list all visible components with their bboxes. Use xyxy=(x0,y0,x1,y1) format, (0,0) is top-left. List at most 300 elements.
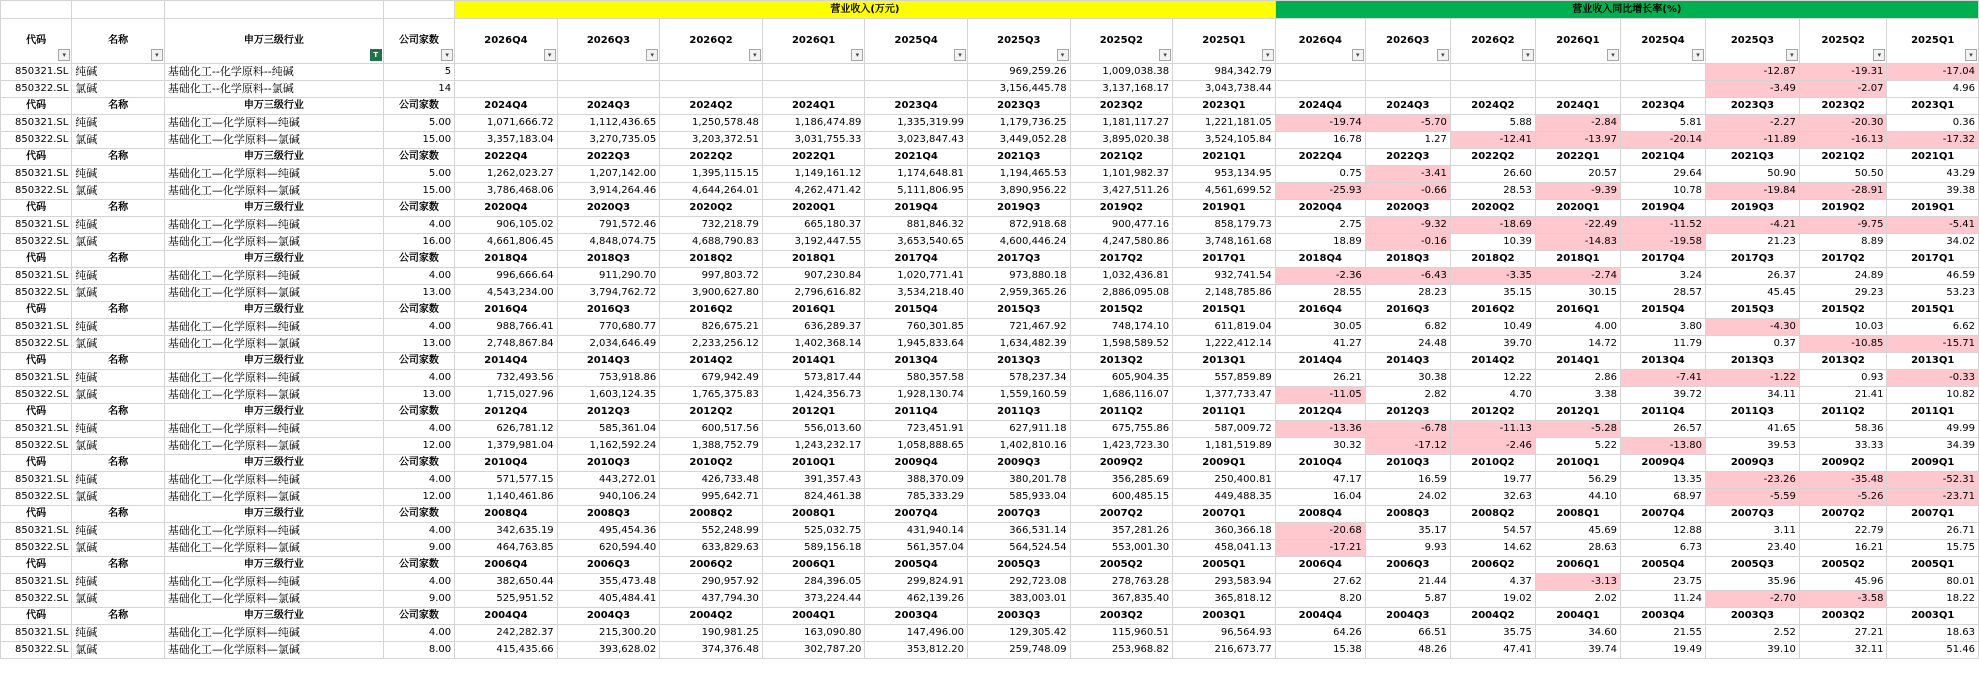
growth-cell[interactable]: 21.23 xyxy=(1706,234,1800,251)
filter-dropdown-icon[interactable]: ▾ xyxy=(1965,49,1977,61)
growth-cell[interactable]: -12.41 xyxy=(1450,132,1535,149)
growth-cell[interactable]: 39.10 xyxy=(1706,642,1800,659)
code-cell[interactable]: 850322.SL xyxy=(1,540,72,557)
growth-cell[interactable]: 50.90 xyxy=(1706,166,1800,183)
revenue-cell[interactable]: 342,635.19 xyxy=(455,523,558,540)
revenue-period-header[interactable] xyxy=(762,19,865,64)
revenue-period-cell[interactable]: 2017Q2 xyxy=(1070,251,1173,268)
header-cell-name[interactable]: 名称 xyxy=(72,302,165,319)
revenue-cell[interactable]: 600,517.56 xyxy=(660,421,763,438)
growth-cell[interactable]: -5.59 xyxy=(1706,489,1800,506)
name-cell[interactable]: 纯碱 xyxy=(72,115,165,132)
revenue-period-cell[interactable]: 2007Q1 xyxy=(1173,506,1276,523)
revenue-cell[interactable]: 3,043,738.44 xyxy=(1173,81,1276,98)
growth-period-cell[interactable]: 2006Q1 xyxy=(1535,557,1620,574)
growth-period-cell[interactable]: 2019Q3 xyxy=(1706,200,1800,217)
revenue-period-cell[interactable]: 2007Q3 xyxy=(967,506,1070,523)
growth-cell[interactable]: 4.37 xyxy=(1450,574,1535,591)
name-cell[interactable]: 纯碱 xyxy=(72,268,165,285)
growth-period-cell[interactable]: 2007Q3 xyxy=(1706,506,1800,523)
header-cell-name[interactable]: 名称 xyxy=(72,455,165,472)
growth-cell[interactable]: 32.63 xyxy=(1450,489,1535,506)
growth-period-cell[interactable]: 2012Q2 xyxy=(1450,404,1535,421)
revenue-cell[interactable]: 437,794.30 xyxy=(660,591,763,608)
growth-cell[interactable]: 50.50 xyxy=(1799,166,1887,183)
header-cell-name[interactable]: 名称 xyxy=(72,404,165,421)
name-cell[interactable]: 纯碱 xyxy=(72,217,165,234)
revenue-cell[interactable]: 383,003.01 xyxy=(967,591,1070,608)
revenue-cell[interactable]: 906,105.02 xyxy=(455,217,558,234)
revenue-cell[interactable]: 360,366.18 xyxy=(1173,523,1276,540)
growth-cell[interactable]: 54.57 xyxy=(1450,523,1535,540)
growth-cell[interactable]: 27.21 xyxy=(1799,625,1887,642)
name-cell[interactable]: 氯碱 xyxy=(72,132,165,149)
name-cell[interactable]: 氯碱 xyxy=(72,489,165,506)
revenue-cell[interactable]: 3,270,735.05 xyxy=(557,132,660,149)
revenue-cell[interactable]: 458,041.13 xyxy=(1173,540,1276,557)
revenue-period-header[interactable] xyxy=(455,19,558,64)
growth-period-cell[interactable]: 2024Q4 xyxy=(1275,98,1365,115)
growth-cell[interactable]: 66.51 xyxy=(1365,625,1450,642)
filter-dropdown-icon[interactable]: ▾ xyxy=(851,49,863,61)
revenue-cell[interactable]: 553,001.30 xyxy=(1070,540,1173,557)
revenue-period-cell[interactable]: 2021Q1 xyxy=(1173,149,1276,166)
column-header-name[interactable]: 名称 ▾ xyxy=(72,19,165,64)
revenue-cell[interactable]: 1,388,752.79 xyxy=(660,438,763,455)
growth-period-cell[interactable]: 2009Q4 xyxy=(1620,455,1705,472)
growth-cell[interactable]: 35.96 xyxy=(1706,574,1800,591)
growth-cell[interactable]: -5.28 xyxy=(1535,421,1620,438)
name-cell[interactable]: 氯碱 xyxy=(72,438,165,455)
header-cell-industry[interactable]: 申万三级行业 xyxy=(164,98,383,115)
revenue-cell[interactable]: 3,192,447.55 xyxy=(762,234,865,251)
growth-period-cell[interactable]: 2010Q2 xyxy=(1450,455,1535,472)
growth-period-cell[interactable]: 2003Q2 xyxy=(1799,608,1887,625)
industry-cell[interactable]: 基础化工—化学原料—纯碱 xyxy=(164,523,383,540)
revenue-period-cell[interactable]: 2021Q3 xyxy=(967,149,1070,166)
name-cell[interactable]: 纯碱 xyxy=(72,370,165,387)
revenue-cell[interactable]: 578,237.34 xyxy=(967,370,1070,387)
revenue-period-header[interactable] xyxy=(967,19,1070,64)
growth-period-cell[interactable]: 2022Q3 xyxy=(1365,149,1450,166)
growth-cell[interactable]: -35.48 xyxy=(1799,472,1887,489)
growth-period-cell[interactable]: 2011Q2 xyxy=(1799,404,1887,421)
header-cell-count[interactable]: 公司家数 xyxy=(383,506,454,523)
revenue-cell[interactable]: 636,289.37 xyxy=(762,319,865,336)
growth-cell[interactable]: 15.38 xyxy=(1275,642,1365,659)
industry-cell[interactable]: 基础化工—化学原料—纯碱 xyxy=(164,370,383,387)
header-cell-code[interactable]: 代码 xyxy=(1,98,72,115)
revenue-cell[interactable]: 552,248.99 xyxy=(660,523,763,540)
revenue-period-cell[interactable]: 2022Q2 xyxy=(660,149,763,166)
industry-cell[interactable]: 基础化工—化学原料—纯碱 xyxy=(164,472,383,489)
header-cell-count[interactable]: 公司家数 xyxy=(383,455,454,472)
growth-period-header[interactable] xyxy=(1620,19,1705,64)
industry-cell[interactable]: 基础化工—化学原料—氯碱 xyxy=(164,489,383,506)
revenue-cell[interactable]: 907,230.84 xyxy=(762,268,865,285)
growth-period-header[interactable] xyxy=(1799,19,1887,64)
revenue-period-header[interactable] xyxy=(660,19,763,64)
revenue-period-cell[interactable]: 2018Q3 xyxy=(557,251,660,268)
revenue-period-cell[interactable]: 2019Q1 xyxy=(1173,200,1276,217)
growth-cell[interactable]: -11.05 xyxy=(1275,387,1365,404)
revenue-period-cell[interactable]: 2023Q2 xyxy=(1070,98,1173,115)
growth-cell[interactable]: -20.30 xyxy=(1799,115,1887,132)
growth-cell[interactable]: 28.63 xyxy=(1535,540,1620,557)
revenue-cell[interactable]: 1,149,161.12 xyxy=(762,166,865,183)
growth-cell[interactable]: 56.29 xyxy=(1535,472,1620,489)
growth-cell[interactable]: -19.31 xyxy=(1799,64,1887,81)
growth-cell[interactable]: 48.26 xyxy=(1365,642,1450,659)
code-cell[interactable]: 850322.SL xyxy=(1,642,72,659)
revenue-cell[interactable]: 356,285.69 xyxy=(1070,472,1173,489)
growth-cell[interactable]: -9.75 xyxy=(1799,217,1887,234)
count-cell[interactable]: 4.00 xyxy=(383,268,454,285)
code-cell[interactable]: 850322.SL xyxy=(1,285,72,302)
revenue-cell[interactable]: 872,918.68 xyxy=(967,217,1070,234)
revenue-cell[interactable] xyxy=(557,81,660,98)
header-cell-code[interactable]: 代码 xyxy=(1,455,72,472)
revenue-cell[interactable]: 824,461.38 xyxy=(762,489,865,506)
revenue-cell[interactable]: 3,449,052.28 xyxy=(967,132,1070,149)
revenue-period-cell[interactable]: 2008Q3 xyxy=(557,506,660,523)
revenue-cell[interactable]: 3,524,105.84 xyxy=(1173,132,1276,149)
revenue-cell[interactable]: 299,824.91 xyxy=(865,574,968,591)
code-cell[interactable]: 850322.SL xyxy=(1,489,72,506)
growth-cell[interactable]: -11.52 xyxy=(1620,217,1705,234)
growth-cell[interactable]: 26.60 xyxy=(1450,166,1535,183)
count-cell[interactable]: 14 xyxy=(383,81,454,98)
revenue-cell[interactable]: 1,181,519.89 xyxy=(1173,438,1276,455)
growth-cell[interactable]: 5.88 xyxy=(1450,115,1535,132)
revenue-cell[interactable]: 382,650.44 xyxy=(455,574,558,591)
count-cell[interactable]: 16.00 xyxy=(383,234,454,251)
revenue-period-cell[interactable]: 2023Q4 xyxy=(865,98,968,115)
revenue-cell[interactable]: 4,262,471.42 xyxy=(762,183,865,200)
revenue-cell[interactable]: 3,203,372.51 xyxy=(660,132,763,149)
revenue-cell[interactable]: 564,524.54 xyxy=(967,540,1070,557)
industry-cell[interactable]: 基础化工—化学原料—纯碱 xyxy=(164,217,383,234)
growth-cell[interactable]: -23.26 xyxy=(1706,472,1800,489)
growth-cell[interactable]: 24.89 xyxy=(1799,268,1887,285)
revenue-period-cell[interactable]: 2013Q2 xyxy=(1070,353,1173,370)
revenue-cell[interactable] xyxy=(865,64,968,81)
growth-cell[interactable]: 53.23 xyxy=(1887,285,1979,302)
growth-period-cell[interactable]: 2014Q1 xyxy=(1535,353,1620,370)
growth-period-cell[interactable]: 2014Q4 xyxy=(1275,353,1365,370)
growth-period-cell[interactable]: 2015Q1 xyxy=(1887,302,1979,319)
header-cell-name[interactable]: 名称 xyxy=(72,251,165,268)
growth-cell[interactable]: 19.02 xyxy=(1450,591,1535,608)
header-cell-name[interactable]: 名称 xyxy=(72,98,165,115)
column-header-code[interactable]: 代码 ▾ xyxy=(1,19,72,64)
revenue-cell[interactable]: 1,423,723.30 xyxy=(1070,438,1173,455)
growth-cell[interactable]: 80.01 xyxy=(1887,574,1979,591)
revenue-cell[interactable]: 1,140,461.86 xyxy=(455,489,558,506)
revenue-cell[interactable]: 611,819.04 xyxy=(1173,319,1276,336)
filter-active-icon[interactable]: T xyxy=(370,49,382,61)
growth-cell[interactable]: -4.21 xyxy=(1706,217,1800,234)
industry-cell[interactable]: 基础化工—化学原料—氯碱 xyxy=(164,336,383,353)
revenue-cell[interactable]: 627,911.18 xyxy=(967,421,1070,438)
count-cell[interactable]: 5.00 xyxy=(383,166,454,183)
growth-period-cell[interactable]: 2024Q3 xyxy=(1365,98,1450,115)
growth-cell[interactable]: -15.71 xyxy=(1887,336,1979,353)
filter-dropdown-icon[interactable]: ▾ xyxy=(749,49,761,61)
revenue-period-cell[interactable]: 2008Q2 xyxy=(660,506,763,523)
growth-cell[interactable]: 4.70 xyxy=(1450,387,1535,404)
name-cell[interactable]: 氯碱 xyxy=(72,591,165,608)
revenue-cell[interactable]: 770,680.77 xyxy=(557,319,660,336)
growth-cell[interactable]: 45.96 xyxy=(1799,574,1887,591)
growth-period-cell[interactable]: 2023Q3 xyxy=(1706,98,1800,115)
growth-cell[interactable]: 24.02 xyxy=(1365,489,1450,506)
growth-cell[interactable]: 35.75 xyxy=(1450,625,1535,642)
revenue-cell[interactable]: 3,900,627.80 xyxy=(660,285,763,302)
growth-cell[interactable]: 39.70 xyxy=(1450,336,1535,353)
header-cell-code[interactable]: 代码 xyxy=(1,251,72,268)
revenue-cell[interactable]: 129,305.42 xyxy=(967,625,1070,642)
growth-cell[interactable]: -2.74 xyxy=(1535,268,1620,285)
growth-cell[interactable]: 28.23 xyxy=(1365,285,1450,302)
revenue-cell[interactable]: 302,787.20 xyxy=(762,642,865,659)
revenue-period-cell[interactable]: 2011Q3 xyxy=(967,404,1070,421)
growth-cell[interactable]: 39.53 xyxy=(1706,438,1800,455)
growth-period-cell[interactable]: 2011Q3 xyxy=(1706,404,1800,421)
code-cell[interactable]: 850321.SL xyxy=(1,268,72,285)
growth-period-cell[interactable]: 2011Q1 xyxy=(1887,404,1979,421)
revenue-cell[interactable]: 1,020,771.41 xyxy=(865,268,968,285)
column-header-count[interactable]: 公司家数 ▾ xyxy=(383,19,454,64)
count-cell[interactable]: 9.00 xyxy=(383,591,454,608)
growth-cell[interactable]: 3.11 xyxy=(1706,523,1800,540)
growth-cell[interactable]: 29.64 xyxy=(1620,166,1705,183)
header-cell-name[interactable]: 名称 xyxy=(72,608,165,625)
growth-cell[interactable]: -9.39 xyxy=(1535,183,1620,200)
growth-cell[interactable] xyxy=(1450,64,1535,81)
revenue-cell[interactable]: 388,370.09 xyxy=(865,472,968,489)
growth-cell[interactable]: 12.88 xyxy=(1620,523,1705,540)
revenue-period-cell[interactable]: 2006Q3 xyxy=(557,557,660,574)
growth-period-header[interactable] xyxy=(1275,19,1365,64)
revenue-cell[interactable]: 1,335,319.99 xyxy=(865,115,968,132)
growth-period-cell[interactable]: 2018Q1 xyxy=(1535,251,1620,268)
revenue-cell[interactable]: 748,174.10 xyxy=(1070,319,1173,336)
revenue-cell[interactable]: 443,272.01 xyxy=(557,472,660,489)
revenue-cell[interactable]: 374,376.48 xyxy=(660,642,763,659)
growth-cell[interactable]: 11.79 xyxy=(1620,336,1705,353)
code-cell[interactable]: 850322.SL xyxy=(1,234,72,251)
growth-cell[interactable]: -11.89 xyxy=(1706,132,1800,149)
revenue-cell[interactable]: 3,890,956.22 xyxy=(967,183,1070,200)
revenue-cell[interactable]: 3,427,511.26 xyxy=(1070,183,1173,200)
revenue-cell[interactable]: 1,765,375.83 xyxy=(660,387,763,404)
revenue-cell[interactable]: 589,156.18 xyxy=(762,540,865,557)
revenue-cell[interactable]: 996,666.64 xyxy=(455,268,558,285)
growth-cell[interactable]: -13.36 xyxy=(1275,421,1365,438)
growth-period-cell[interactable]: 2010Q3 xyxy=(1365,455,1450,472)
growth-cell[interactable]: -17.12 xyxy=(1365,438,1450,455)
filter-dropdown-icon[interactable]: ▾ xyxy=(1786,49,1798,61)
growth-cell[interactable]: -1.22 xyxy=(1706,370,1800,387)
empty-cell[interactable] xyxy=(1,1,72,19)
header-cell-code[interactable]: 代码 xyxy=(1,149,72,166)
growth-cell[interactable] xyxy=(1620,64,1705,81)
revenue-period-cell[interactable]: 2010Q4 xyxy=(455,455,558,472)
revenue-cell[interactable]: 449,488.35 xyxy=(1173,489,1276,506)
count-cell[interactable]: 9.00 xyxy=(383,540,454,557)
code-cell[interactable]: 850321.SL xyxy=(1,625,72,642)
growth-period-cell[interactable]: 2005Q2 xyxy=(1799,557,1887,574)
revenue-cell[interactable]: 1,101,982.37 xyxy=(1070,166,1173,183)
revenue-period-cell[interactable]: 2018Q2 xyxy=(660,251,763,268)
industry-cell[interactable]: 基础化工—化学原料—氯碱 xyxy=(164,234,383,251)
revenue-cell[interactable]: 3,534,218.40 xyxy=(865,285,968,302)
industry-cell[interactable]: 基础化工—化学原料—氯碱 xyxy=(164,285,383,302)
revenue-cell[interactable]: 1,032,436.81 xyxy=(1070,268,1173,285)
growth-cell[interactable] xyxy=(1365,64,1450,81)
revenue-cell[interactable]: 1,207,142.00 xyxy=(557,166,660,183)
growth-period-header[interactable] xyxy=(1535,19,1620,64)
revenue-cell[interactable]: 1,715,027.96 xyxy=(455,387,558,404)
code-cell[interactable]: 850321.SL xyxy=(1,64,72,81)
header-cell-industry[interactable]: 申万三级行业 xyxy=(164,149,383,166)
revenue-cell[interactable]: 495,454.36 xyxy=(557,523,660,540)
revenue-cell[interactable]: 1,221,181.05 xyxy=(1173,115,1276,132)
filter-dropdown-icon[interactable]: ▾ xyxy=(1352,49,1364,61)
growth-period-cell[interactable]: 2004Q1 xyxy=(1535,608,1620,625)
revenue-cell[interactable]: 462,139.26 xyxy=(865,591,968,608)
revenue-period-cell[interactable]: 2016Q3 xyxy=(557,302,660,319)
growth-cell[interactable]: -0.33 xyxy=(1887,370,1979,387)
revenue-cell[interactable]: 3,794,762.72 xyxy=(557,285,660,302)
revenue-cell[interactable]: 3,023,847.43 xyxy=(865,132,968,149)
growth-cell[interactable]: 26.37 xyxy=(1706,268,1800,285)
growth-cell[interactable]: 64.26 xyxy=(1275,625,1365,642)
revenue-cell[interactable]: 242,282.37 xyxy=(455,625,558,642)
growth-period-cell[interactable]: 2018Q3 xyxy=(1365,251,1450,268)
growth-period-cell[interactable]: 2011Q4 xyxy=(1620,404,1705,421)
growth-period-cell[interactable]: 2015Q3 xyxy=(1706,302,1800,319)
growth-period-cell[interactable]: 2012Q4 xyxy=(1275,404,1365,421)
header-cell-count[interactable]: 公司家数 xyxy=(383,353,454,370)
revenue-cell[interactable]: 357,281.26 xyxy=(1070,523,1173,540)
count-cell[interactable]: 5 xyxy=(383,64,454,81)
growth-period-cell[interactable]: 2004Q4 xyxy=(1275,608,1365,625)
revenue-cell[interactable]: 4,661,806.45 xyxy=(455,234,558,251)
name-cell[interactable]: 氯碱 xyxy=(72,183,165,200)
growth-cell[interactable]: 10.82 xyxy=(1887,387,1979,404)
growth-period-cell[interactable]: 2016Q3 xyxy=(1365,302,1450,319)
revenue-period-cell[interactable]: 2012Q3 xyxy=(557,404,660,421)
revenue-period-cell[interactable]: 2015Q3 xyxy=(967,302,1070,319)
revenue-cell[interactable]: 405,484.41 xyxy=(557,591,660,608)
growth-cell[interactable]: -3.35 xyxy=(1450,268,1535,285)
growth-period-cell[interactable]: 2023Q2 xyxy=(1799,98,1887,115)
name-cell[interactable]: 氯碱 xyxy=(72,336,165,353)
growth-cell[interactable]: 16.04 xyxy=(1275,489,1365,506)
growth-cell[interactable]: -11.13 xyxy=(1450,421,1535,438)
revenue-cell[interactable] xyxy=(865,81,968,98)
header-cell-count[interactable]: 公司家数 xyxy=(383,608,454,625)
growth-period-cell[interactable]: 2018Q2 xyxy=(1450,251,1535,268)
growth-period-cell[interactable]: 2012Q1 xyxy=(1535,404,1620,421)
revenue-cell[interactable]: 580,357.58 xyxy=(865,370,968,387)
growth-cell[interactable]: 41.65 xyxy=(1706,421,1800,438)
count-cell[interactable]: 4.00 xyxy=(383,421,454,438)
header-cell-count[interactable]: 公司家数 xyxy=(383,200,454,217)
revenue-period-cell[interactable]: 2006Q1 xyxy=(762,557,865,574)
revenue-cell[interactable]: 1,686,116.07 xyxy=(1070,387,1173,404)
revenue-cell[interactable]: 791,572.46 xyxy=(557,217,660,234)
growth-cell[interactable]: 19.77 xyxy=(1450,472,1535,489)
growth-cell[interactable]: 28.53 xyxy=(1450,183,1535,200)
revenue-cell[interactable]: 732,493.56 xyxy=(455,370,558,387)
filter-dropdown-icon[interactable]: ▾ xyxy=(1159,49,1171,61)
header-cell-industry[interactable]: 申万三级行业 xyxy=(164,506,383,523)
revenue-cell[interactable]: 626,781.12 xyxy=(455,421,558,438)
revenue-cell[interactable]: 3,653,540.65 xyxy=(865,234,968,251)
revenue-period-cell[interactable]: 2023Q1 xyxy=(1173,98,1276,115)
growth-cell[interactable]: 19.49 xyxy=(1620,642,1705,659)
growth-period-cell[interactable]: 2022Q1 xyxy=(1535,149,1620,166)
code-cell[interactable]: 850321.SL xyxy=(1,217,72,234)
growth-cell[interactable]: 3.80 xyxy=(1620,319,1705,336)
growth-cell[interactable]: 29.23 xyxy=(1799,285,1887,302)
revenue-period-cell[interactable]: 2012Q4 xyxy=(455,404,558,421)
growth-cell[interactable]: -2.46 xyxy=(1450,438,1535,455)
revenue-cell[interactable]: 4,644,264.01 xyxy=(660,183,763,200)
growth-period-cell[interactable]: 2007Q2 xyxy=(1799,506,1887,523)
revenue-cell[interactable]: 571,577.15 xyxy=(455,472,558,489)
revenue-period-cell[interactable]: 2019Q2 xyxy=(1070,200,1173,217)
revenue-cell[interactable] xyxy=(455,64,558,81)
growth-period-cell[interactable]: 2013Q3 xyxy=(1706,353,1800,370)
growth-cell[interactable]: 44.10 xyxy=(1535,489,1620,506)
revenue-period-cell[interactable]: 2020Q2 xyxy=(660,200,763,217)
code-cell[interactable]: 850321.SL xyxy=(1,574,72,591)
revenue-period-cell[interactable]: 2024Q1 xyxy=(762,98,865,115)
revenue-cell[interactable] xyxy=(660,64,763,81)
growth-cell[interactable]: 6.82 xyxy=(1365,319,1450,336)
revenue-cell[interactable]: 353,812.20 xyxy=(865,642,968,659)
growth-period-cell[interactable]: 2018Q4 xyxy=(1275,251,1365,268)
filter-dropdown-icon[interactable]: ▾ xyxy=(1873,49,1885,61)
growth-cell[interactable]: 30.15 xyxy=(1535,285,1620,302)
industry-cell[interactable]: 基础化工—化学原料—氯碱 xyxy=(164,183,383,200)
revenue-period-cell[interactable]: 2016Q2 xyxy=(660,302,763,319)
revenue-period-cell[interactable]: 2009Q3 xyxy=(967,455,1070,472)
revenue-cell[interactable]: 585,933.04 xyxy=(967,489,1070,506)
revenue-cell[interactable]: 984,342.79 xyxy=(1173,64,1276,81)
revenue-period-cell[interactable]: 2007Q2 xyxy=(1070,506,1173,523)
filter-dropdown-icon[interactable]: ▾ xyxy=(1692,49,1704,61)
name-cell[interactable]: 氯碱 xyxy=(72,642,165,659)
growth-cell[interactable]: -52.31 xyxy=(1887,472,1979,489)
growth-cell[interactable]: -3.49 xyxy=(1706,81,1800,98)
revenue-period-cell[interactable]: 2014Q2 xyxy=(660,353,763,370)
growth-cell[interactable]: 30.05 xyxy=(1275,319,1365,336)
revenue-cell[interactable]: 573,817.44 xyxy=(762,370,865,387)
growth-cell[interactable]: 34.02 xyxy=(1887,234,1979,251)
growth-period-cell[interactable]: 2024Q1 xyxy=(1535,98,1620,115)
revenue-cell[interactable]: 3,137,168.17 xyxy=(1070,81,1173,98)
revenue-period-cell[interactable]: 2006Q4 xyxy=(455,557,558,574)
industry-cell[interactable]: 基础化工—化学原料—氯碱 xyxy=(164,540,383,557)
growth-cell[interactable]: -2.27 xyxy=(1706,115,1800,132)
growth-cell[interactable] xyxy=(1275,64,1365,81)
revenue-period-cell[interactable]: 2014Q4 xyxy=(455,353,558,370)
